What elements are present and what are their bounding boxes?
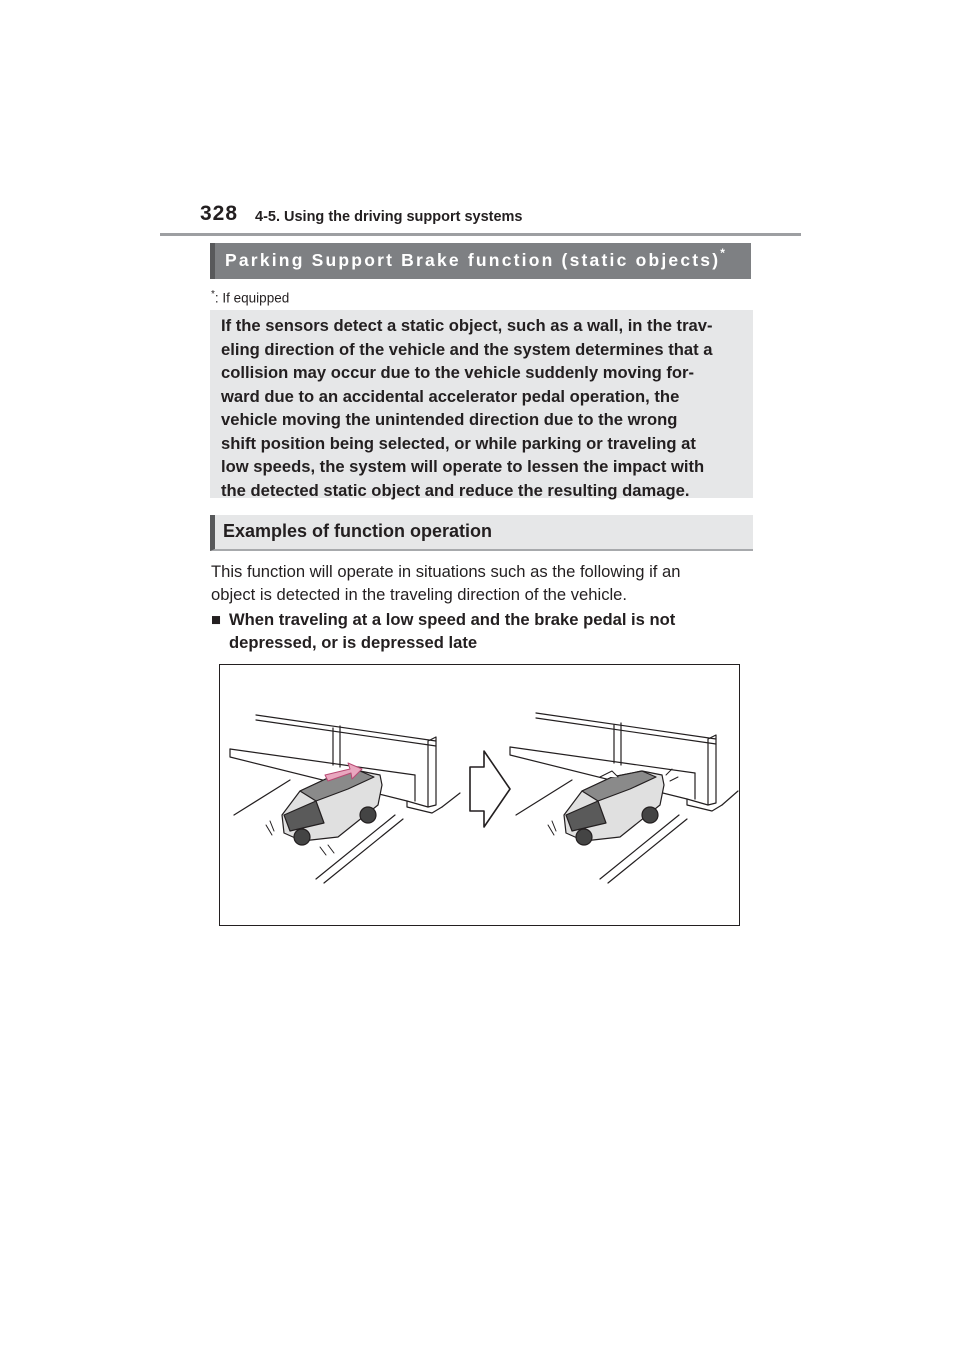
summary-line: vehicle moving the unintended direction due to the wrong <box>221 410 678 429</box>
summary-text <box>221 314 743 502</box>
section-path: 4-5. Using the driving support systems <box>255 209 523 225</box>
footnote-text: : If equipped <box>214 290 290 306</box>
section-title-text: Parking Support Brake function (static objects) <box>225 250 721 270</box>
intro-paragraph <box>211 560 756 606</box>
summary-line: shift position being selected, or while parking or traveling at <box>221 433 696 453</box>
summary-line: If the sensors detect a static object, such as a wall, in the trav- <box>221 316 713 335</box>
footnote <box>211 289 289 306</box>
page-number: 328 <box>200 202 239 225</box>
illustration-frame <box>219 664 740 926</box>
summary-box <box>210 310 753 498</box>
bullet-text <box>211 608 756 654</box>
header-rule <box>160 233 801 236</box>
subheading: Examples of function operation <box>223 521 493 541</box>
parking-brake-illustration <box>220 665 739 925</box>
bullet-item <box>211 608 756 654</box>
section-title-bar <box>210 243 751 279</box>
summary-line: low speeds, the system will operate to lessen the impact with <box>221 457 705 476</box>
summary-line: eling direction of the vehicle and the system determines that a <box>221 339 713 359</box>
car-right <box>548 769 678 845</box>
bullet-line: depressed, or is depressed late <box>229 633 478 652</box>
summary-line: the detected static object and reduce the resulting damage. <box>221 480 690 500</box>
section-title <box>225 246 725 271</box>
summary-line: collision may occur due to the vehicle suddenly moving for- <box>221 363 695 382</box>
footnote-symbol: * <box>211 289 215 300</box>
subheading-bar <box>210 515 753 551</box>
bullet-square-icon: ■ <box>211 610 222 629</box>
transition-arrow-icon <box>470 751 510 827</box>
intro-line: This function will operate in situations such as the following if an <box>211 562 681 581</box>
intro-line: object is detected in the traveling direction of the vehicle. <box>211 585 628 604</box>
summary-line: ward due to an accidental accelerator pedal operation, the <box>221 386 680 406</box>
bullet-line: When traveling at a low speed and the brake pedal is not <box>229 610 676 629</box>
title-asterisk: * <box>720 246 725 260</box>
